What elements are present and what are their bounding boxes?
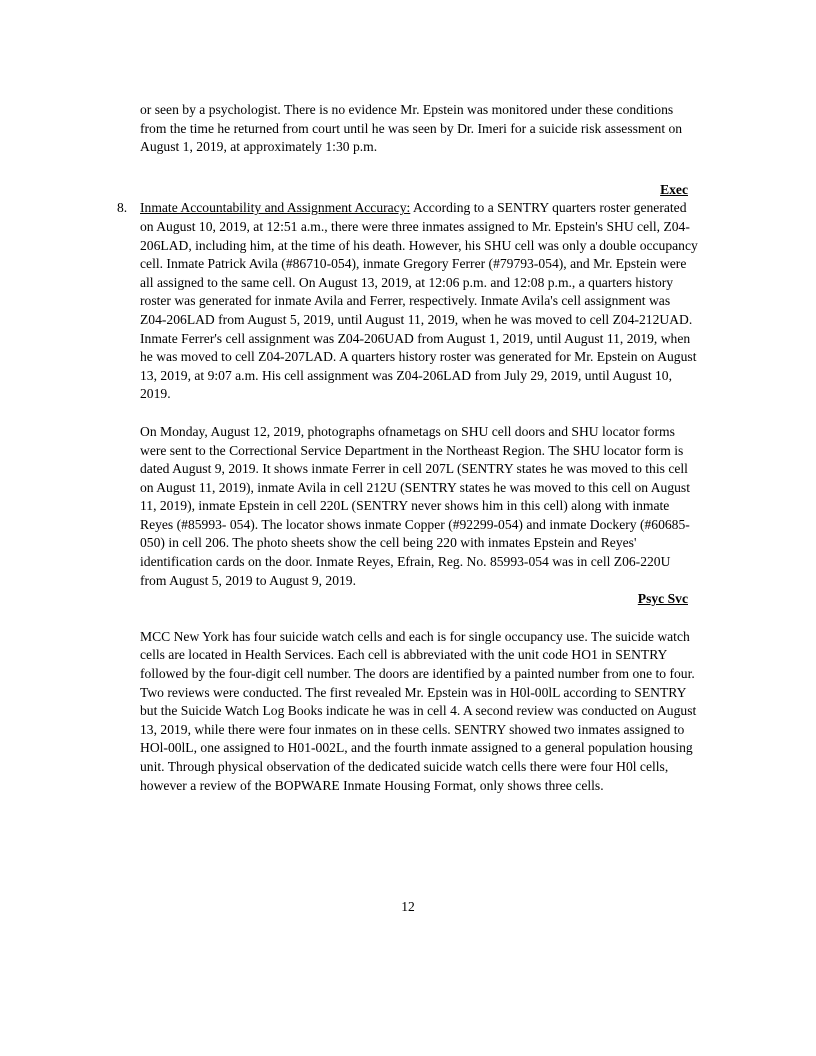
list-item-8 xyxy=(117,199,698,404)
exec-label-text: Exec xyxy=(660,181,688,197)
psyc-label-text: Psyc Svc xyxy=(637,591,688,607)
item8-body-text: According to a SENTRY quarters roster generated on August 10, 2019, at 12:51 a.m., there were three inmates assigned to Mr. Epstein's SHU cell, Z04-206LAD, including him, at the time of his death. However, his SHU cell was only a double occupancy cell. Inmate Patrick Avila (#86710-054), inmate Gregory Ferrer (#79793-054), and Mr. Epstein were all assigned to the same cell. On August 13, 2019, at 12:06 p.m. and 12:08 p.m., a quarters history roster was generated for inmate Avila and Ferrer, respectively. Inmate Avila's cell assignment was Z04-206LAD from August 5, 2019, until August 11, 2019, when he was moved to cell Z04-212UAD. Inmate Ferrer's cell assignment was Z04-206UAD from August 1, 2019, until August 11, 2019, when he was moved to cell Z04-207LAD. A quarters history roster was generated for Mr. Epstein on August 13, 2019, at 9:07 a.m. His cell assignment was Z04-206LAD from July 29, 2019, until August 10, 2019. xyxy=(140,200,698,402)
intro-paragraph: or seen by a psychologist. There is no evidence Mr. Epstein was monitored under these conditions from the time he returned from court until he was seen by Dr. Imeri for a suicide risk assessment on August 1, 2019, at approximately 1:30 p.m. xyxy=(140,102,683,155)
item8-paragraph xyxy=(140,199,698,404)
item8-heading: Inmate Accountability and Assignment Accuracy: xyxy=(140,200,411,216)
locator-paragraph: On Monday, August 12, 2019, photographs ofnametags on SHU cell doors and SHU locator forms were sent to the Correctional Service Department in the Northeast Region. The SHU locator form is dated August 9, 2019. It shows inmate Ferrer in cell 207L (SENTRY states he was moved to this cell on August 11, 2019), inmate Avila in cell 212U (SENTRY states he was moved to this cell on August 11, 2019), inmate Epstein in cell 220L (SENTRY never shows him in this cell) along with inmate Reyes (#85993- 054). The locator shows inmate Copper (#92299-054) and inmate Dockery (#60685-050) in cell 206. The photo sheets show the cell being 220 with inmates Epstein and Reyes' identification cards on the door. Inmate Reyes, Efrain, Reg. No. 85993-054 was in cell Z06-220U from August 5, 2019 to August 9, 2019. xyxy=(140,423,690,588)
suicide-watch-paragraph: MCC New York has four suicide watch cells and each is for single occupancy use. The suicide watch cells are located in Health Services. Each cell is abbreviated with the unit code HO1 in SENTRY followed by the four-digit cell number. The doors are identified by a painted number from one to four. Two reviews were conducted. The first revealed Mr. Epstein was in H0l-00lL according to SENTRY but the Suicide Watch Log Books indicate he was in cell 4. A second review was conducted on August 13, 2019, while there were four inmates on in these cells. SENTRY showed two inmates assigned to HOl-00lL, one assigned to H01-002L, and the fourth inmate assigned to a general population housing unit. Through physical observation of the dedicated suicide watch cells there were four H0l cells, however a review of the BOPWARE Inmate Housing Format, only shows three cells. xyxy=(140,628,697,793)
psyc-section-label xyxy=(140,590,698,609)
document-body xyxy=(117,101,698,795)
exec-section-label xyxy=(140,181,698,200)
page-number: 12 xyxy=(401,899,415,914)
item-number: 8. xyxy=(117,200,128,216)
